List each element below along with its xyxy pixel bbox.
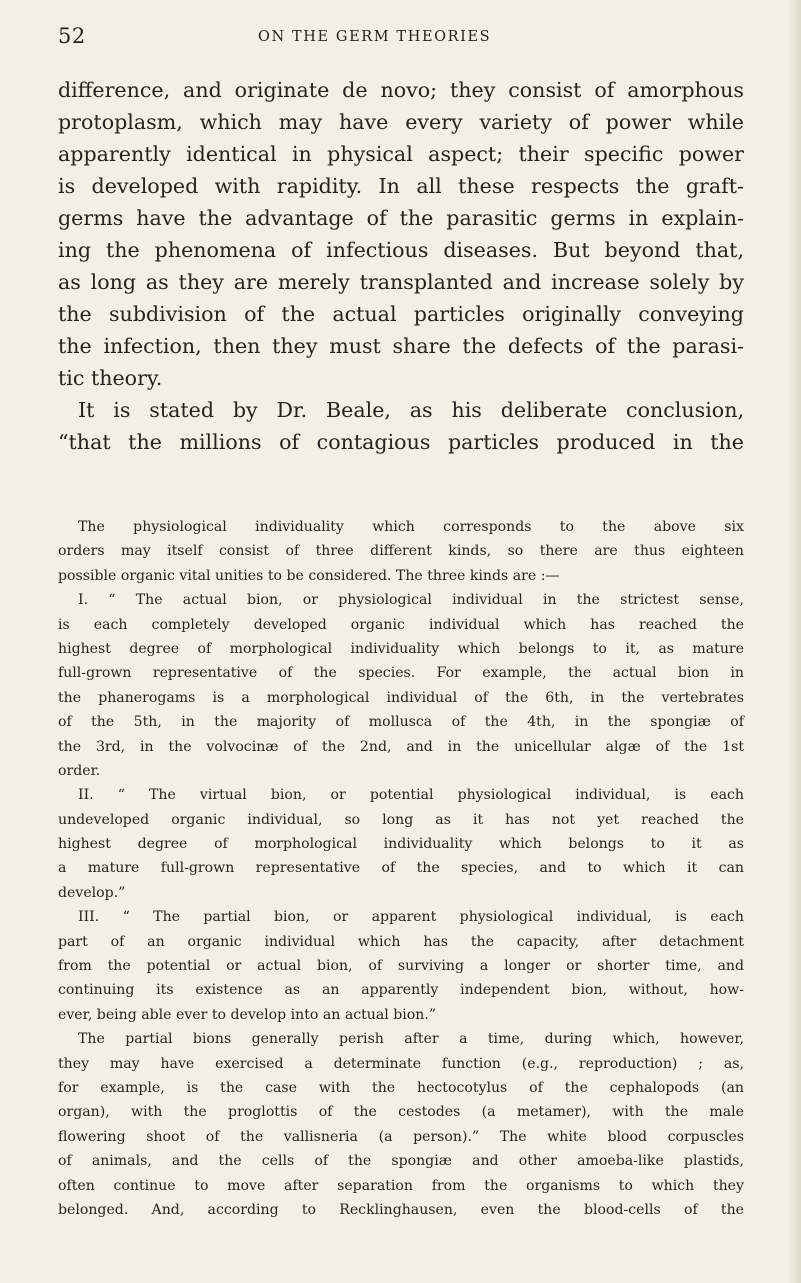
note-line: full-grown representative of the species. For example, the actual bion in — [58, 665, 744, 682]
note-line: they may have exercised a determinate function (e.g., reproduction) ; as, — [58, 1055, 744, 1072]
note-line: ever, being able ever to develop into an actual bion.” — [58, 1006, 437, 1023]
text-line: difference, and originate de novo; they consist of amorphous — [58, 78, 744, 102]
note-line: flowering shoot of the vallisneria (a person).” The white blood corpuscles — [58, 1128, 744, 1145]
note-line: undeveloped organic individual, so long as it has not yet reached the — [58, 811, 744, 828]
note-line: a mature full-grown representative of the species, and to which it can — [58, 860, 744, 877]
text-line: germs have the advantage of the parasitic germs in explain- — [58, 206, 744, 230]
text-line: is developed with rapidity. In all these respects the graft- — [58, 174, 744, 198]
text-line: apparently identical in physical aspect; their specific power — [58, 142, 744, 166]
running-head: ON THE GERM THEORIES — [258, 29, 492, 45]
note-line: for example, is the case with the hectocotylus of the cephalopods (an — [58, 1079, 744, 1096]
text-line: tic theory. — [58, 366, 163, 390]
note-line: order. — [58, 762, 101, 779]
note-line: part of an organic individual which has the capacity, after detachment — [58, 933, 744, 950]
note-line: The partial bions generally perish after a time, during which, however, — [78, 1031, 744, 1048]
note-line: II. “ The virtual bion, or potential physiological individual, is each — [78, 787, 744, 804]
note-line: the phanerogams is a morphological individual of the 6th, in the vertebrates — [58, 689, 744, 706]
text-line: the infection, then they must share the defects of the parasi- — [58, 334, 744, 358]
note-line: develop.” — [58, 884, 126, 901]
footnote — [58, 515, 744, 1222]
note-line: highest degree of morphological individuality which belongs to it as — [58, 836, 744, 853]
text-line: It is stated by Dr. Beale, as his deliberate conclusion, — [78, 398, 744, 422]
page-header — [58, 24, 718, 54]
note-line: belonged. And, according to Recklinghausen, even the blood-cells of the — [58, 1201, 744, 1218]
note-line: the 3rd, in the volvocinæ of the 2nd, and in the unicellular algæ of the 1st — [58, 738, 744, 755]
note-line: III. “ The partial bion, or apparent physiological individual, is each — [78, 909, 744, 926]
main-text — [58, 74, 744, 458]
text-line: as long as they are merely transplanted and increase solely by — [58, 270, 744, 294]
note-line: from the potential or actual bion, of surviving a longer or shorter time, and — [58, 958, 744, 975]
text-line: “that the millions of contagious particles produced in the — [58, 430, 744, 454]
note-line: organ), with the proglottis of the cestodes (a metamer), with the male — [58, 1104, 744, 1121]
note-line: often continue to move after separation from the organisms to which they — [58, 1177, 744, 1194]
text-line: ing the phenomena of infectious diseases. But beyond that, — [58, 238, 744, 262]
text-line: the subdivision of the actual particles originally conveying — [58, 302, 744, 326]
note-line: I. “ The actual bion, or physiological individual in the strictest sense, — [78, 592, 744, 609]
page-number: 52 — [58, 24, 86, 48]
text-line: protoplasm, which may have every variety of power while — [58, 110, 744, 134]
page-edge-shadow — [787, 0, 801, 1283]
note-line: orders may itself consist of three different kinds, so there are thus eighteen — [58, 543, 744, 560]
note-line: highest degree of morphological individuality which belongs to it, as mature — [58, 640, 744, 657]
note-line: continuing its existence as an apparently independent bion, without, how- — [58, 982, 744, 999]
note-line: is each completely developed organic individual which has reached the — [58, 616, 744, 633]
note-line: of the 5th, in the majority of mollusca of the 4th, in the spongiæ of — [58, 714, 744, 731]
note-line: possible organic vital unities to be considered. The three kinds are :— — [58, 567, 560, 584]
note-line: of animals, and the cells of the spongiæ and other amoeba-like plastids, — [58, 1153, 744, 1170]
note-line: The physiological individuality which corresponds to the above six — [78, 519, 744, 535]
